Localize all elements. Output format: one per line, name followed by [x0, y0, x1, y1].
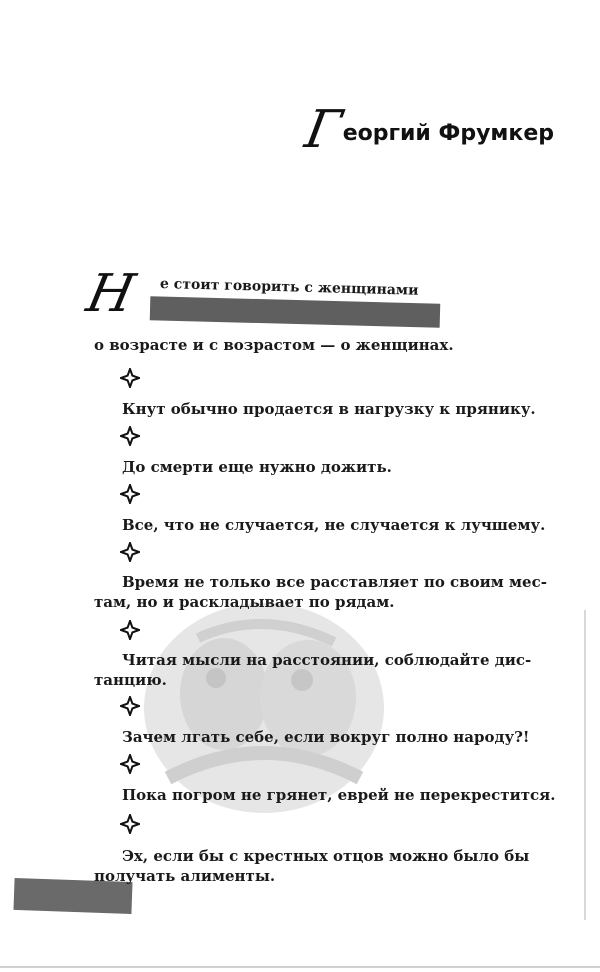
first-aphorism-line-2: о возрасте и с возрастом — о женщинах.: [94, 336, 454, 354]
first-aphorism-line-1: е стоит говорить с женщинами: [159, 276, 419, 299]
aphorism-line: Пока погром не грянет, еврей не перекрестится.: [122, 786, 556, 804]
highlight-bar: [150, 296, 441, 328]
aphorism-line-continued: там, но и раскладывает по рядам.: [94, 593, 395, 611]
four-point-star-icon: [120, 542, 140, 562]
four-point-star-icon: [120, 814, 140, 834]
drop-cap: Н: [81, 264, 140, 324]
aphorism-line: Время не только все расставляет по своим мес-: [122, 573, 547, 591]
aphorism-line: Эх, если бы с крестных отцов можно было бы: [122, 847, 530, 865]
page-bottom-edge: [0, 966, 600, 968]
aphorism-line-continued: танцию.: [94, 671, 167, 689]
author-header: [301, 96, 554, 160]
aphorism-line: Кнут обычно продается в нагрузку к прянику.: [122, 400, 536, 418]
aphorism-line: Все, что не случается, не случается к лучшему.: [122, 516, 546, 534]
four-point-star-icon: [120, 426, 140, 446]
author-initial: Г: [301, 100, 347, 160]
aphorism-line: До смерти еще нужно дожить.: [122, 458, 392, 476]
four-point-star-icon: [120, 484, 140, 504]
four-point-star-icon: [120, 620, 140, 640]
aphorism-line: Зачем лгать себе, если вокруг полно народу?!: [122, 728, 530, 746]
aphorism-line-continued: получать алименты.: [94, 867, 276, 885]
page-edge-shadow: [584, 610, 586, 920]
author-name: еоргий Фрумкер: [342, 121, 554, 146]
four-point-star-icon: [120, 368, 140, 388]
four-point-star-icon: [120, 754, 140, 774]
four-point-star-icon: [120, 696, 140, 716]
aphorism-line: Читая мысли на расстоянии, соблюдайте дис-: [122, 651, 532, 669]
